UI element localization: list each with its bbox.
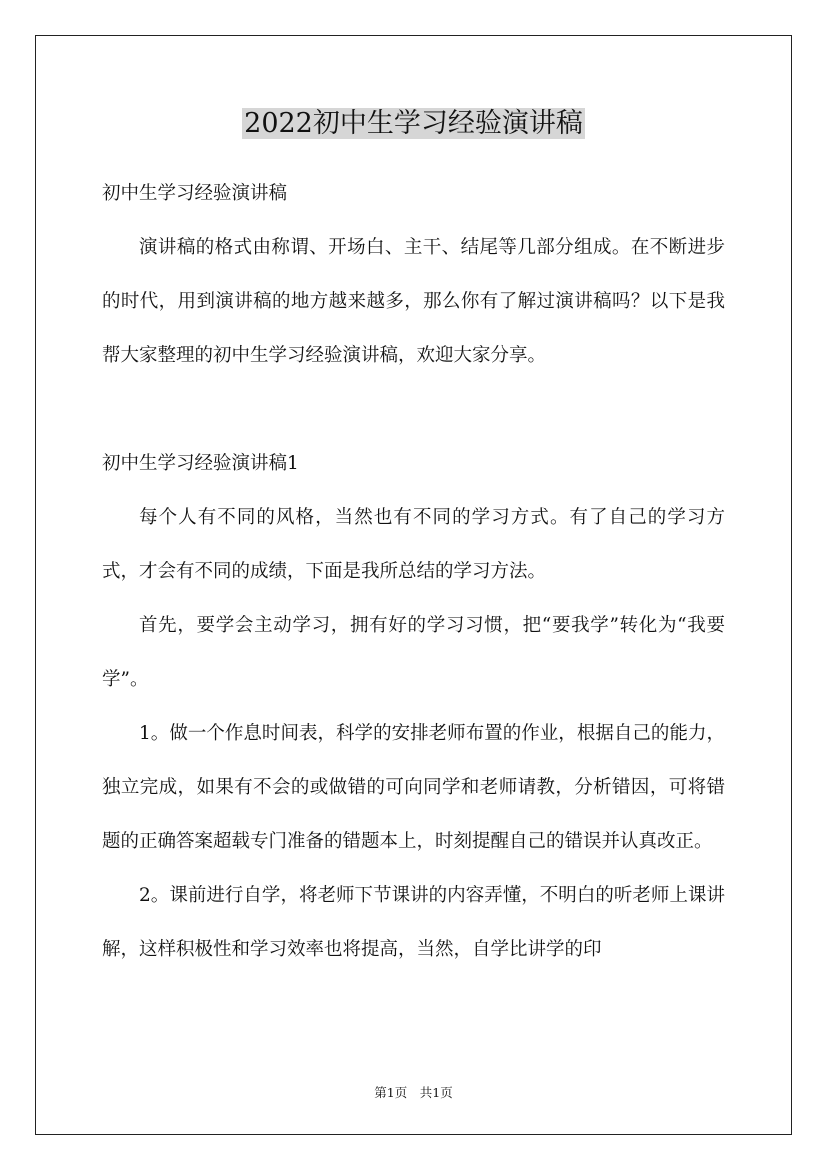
paragraph: 每个人有不同的风格，当然也有不同的学习方式。有了自己的学习方式，才会有不同的成绩，下面是我所总结的学习方法。 bbox=[102, 507, 725, 582]
document-title-text: 2022初中生学习经验演讲稿 bbox=[244, 108, 583, 139]
intro-block bbox=[102, 221, 725, 383]
document-title bbox=[0, 104, 827, 144]
paragraph: 2。课前进行自学，将老师下节课讲的内容弄懂，不明白的听老师上课讲解，这样积极性和学习效率也将提高，当然，自学比讲学的印 bbox=[102, 885, 725, 960]
section-body bbox=[102, 491, 725, 977]
paragraph: 1。做一个作息时间表，科学的安排老师布置的作业，根据自己的能力，独立完成，如果有不会的或做错的可向同学和老师请教，分析错因，可将错题的正确答案超载专门准备的错题本上，时刻提醒自己的错误并认真改正。 bbox=[102, 723, 725, 852]
intro-paragraph: 演讲稿的格式由称谓、开场白、主干、结尾等几部分组成。在不断进步的时代，用到演讲稿的地方越来越多，那么你有了解过演讲稿吗？以下是我帮大家整理的初中生学习经验演讲稿，欢迎大家分享。 bbox=[102, 237, 725, 366]
paragraph: 首先，要学会主动学习，拥有好的学习习惯，把“要我学”转化为“我要学”。 bbox=[102, 615, 725, 690]
page-footer: 第1页 共1页 bbox=[374, 1085, 453, 1100]
section-heading: 初中生学习经验演讲稿1 bbox=[102, 453, 299, 474]
intro-heading: 初中生学习经验演讲稿 bbox=[102, 183, 288, 204]
